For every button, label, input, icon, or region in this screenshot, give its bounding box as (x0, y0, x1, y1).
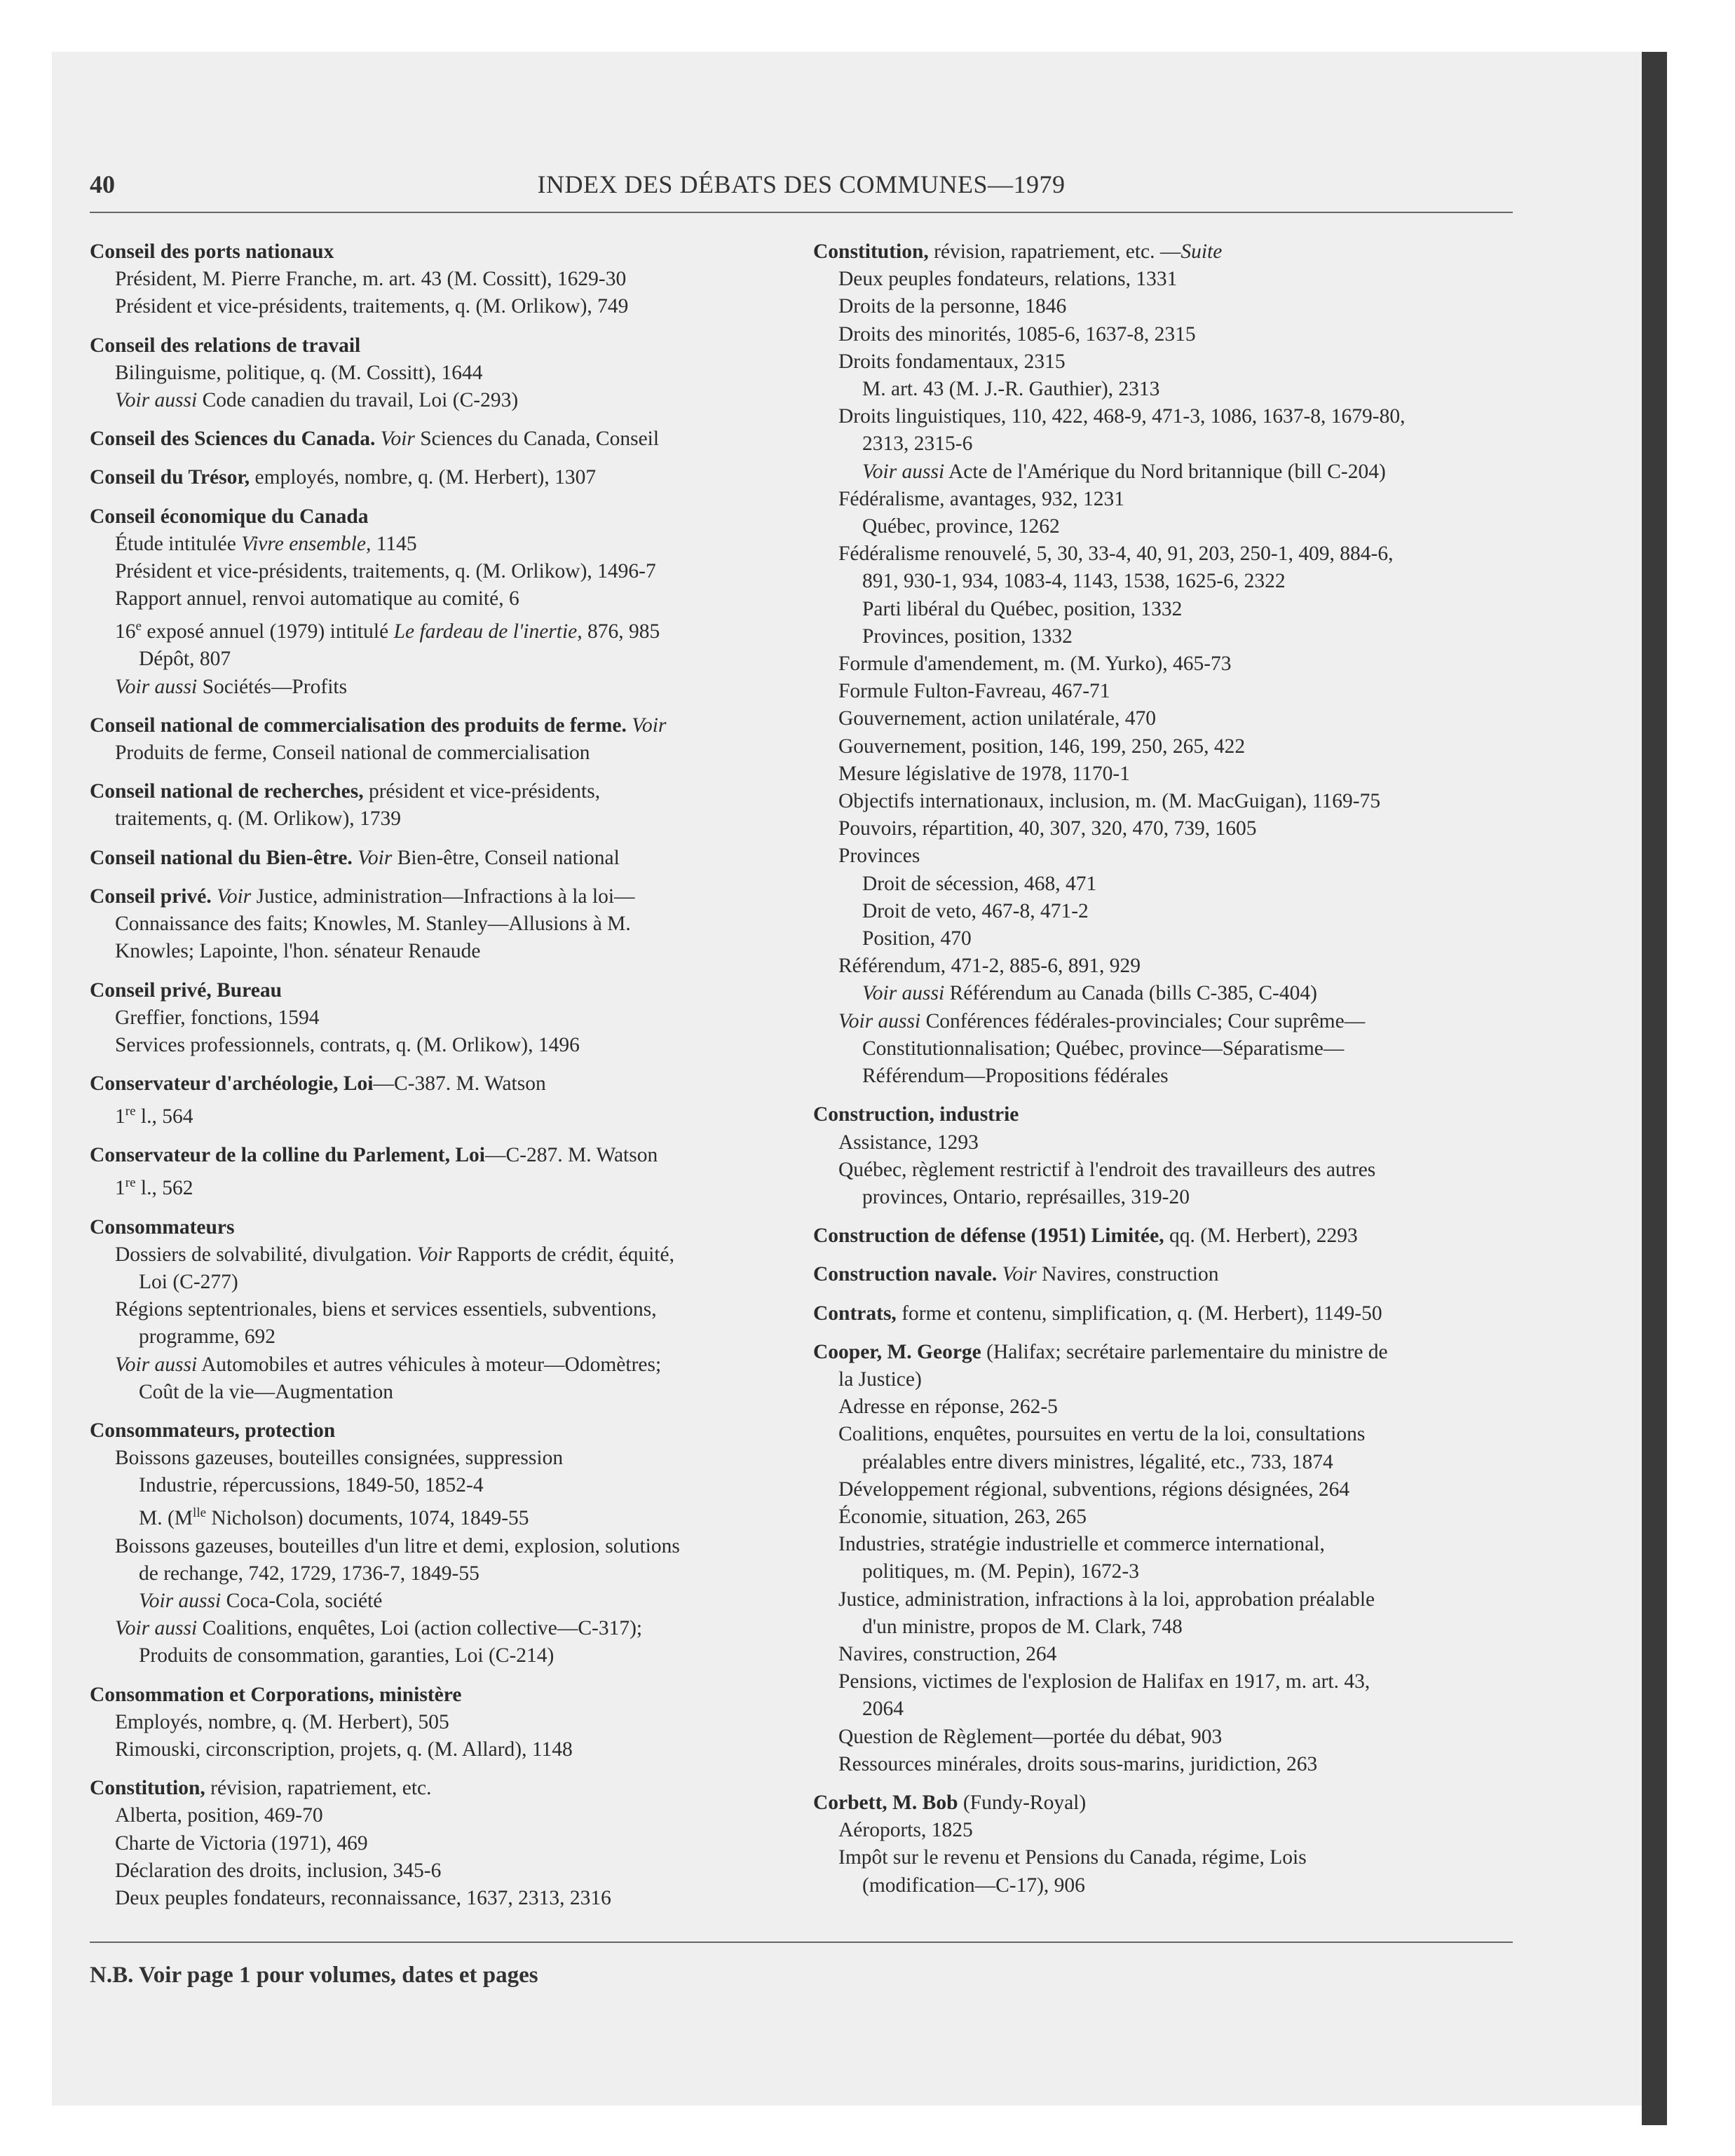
index-term: Conseil économique du Canada (90, 505, 369, 528)
index-subentry-line (90, 1379, 784, 1406)
index-text: Président et vice-présidents, traitements, q. (M. Orlikow), 749 (115, 295, 629, 318)
index-entry-heading-line (813, 1101, 1514, 1128)
index-subentry-line (813, 321, 1514, 348)
index-term: Conseil des Sciences du Canada. (90, 428, 376, 451)
index-text: Produits de ferme, Conseil national de commercialisation (115, 742, 590, 765)
cross-reference-label: Voir aussi (139, 1590, 222, 1613)
cross-reference-label: Voir (217, 885, 252, 908)
index-entry (90, 332, 784, 415)
index-entry (813, 1300, 1514, 1328)
index-entry-heading-line (813, 1339, 1514, 1366)
index-subentry-line (90, 1642, 784, 1670)
index-entry-heading-line (90, 1775, 784, 1802)
index-subentry-line (813, 953, 1514, 980)
index-text: Coût de la vie—Augmentation (139, 1380, 393, 1403)
index-entry-heading-line (90, 778, 784, 805)
index-text: Référendum—Propositions fédérales (862, 1065, 1169, 1088)
index-term: Construction, industrie (813, 1103, 1019, 1126)
index-subentry-line (813, 513, 1514, 540)
index-text: politiques, m. (M. Pepin), 1672-3 (862, 1560, 1139, 1583)
footer-rule (90, 1942, 1513, 1943)
index-entry (90, 977, 784, 1060)
index-subentry-line (90, 1445, 784, 1472)
index-text: 1re l., 562 (115, 1175, 193, 1200)
index-term: Constitution, (813, 240, 929, 263)
cross-reference-label: Voir aussi (115, 675, 198, 698)
index-subentry-line (90, 1857, 784, 1885)
index-text: Québec, province, 1262 (862, 515, 1060, 538)
index-subentry-line (813, 568, 1514, 595)
cross-reference-label: Vivre ensemble, (241, 532, 372, 555)
cross-reference-label: Voir aussi (862, 982, 945, 1005)
index-subentry-line (813, 458, 1514, 486)
index-entry (813, 1339, 1514, 1778)
index-text: la Justice) (838, 1367, 922, 1391)
index-term: Conseil national de commercialisation des produits de ferme. (90, 714, 627, 737)
index-text: Industries, stratégie industrielle et commerce international, (838, 1533, 1325, 1556)
index-entry (813, 1101, 1514, 1211)
index-subentry-line (813, 1184, 1514, 1211)
index-subentry-line (90, 1830, 784, 1857)
index-entry (90, 1775, 784, 1912)
index-subentry-line (90, 558, 784, 585)
index-text: employés, nombre, q. (M. Herbert), 1307 (250, 466, 597, 489)
scan-edge-bar (1642, 52, 1667, 2125)
index-text: Sociétés—Profits (197, 675, 348, 698)
index-term: Constitution, (90, 1777, 205, 1800)
index-subentry-line (813, 486, 1514, 513)
index-subentry-line (813, 815, 1514, 842)
index-term: Conseil national de recherches, (90, 780, 364, 803)
index-subentry-line (90, 585, 784, 613)
index-subentry-line (813, 1641, 1514, 1668)
index-entry (90, 1142, 784, 1202)
index-subentry-line (813, 1129, 1514, 1157)
index-text: programme, 692 (139, 1325, 275, 1349)
index-text: qq. (M. Herbert), 2293 (1164, 1224, 1358, 1248)
index-subentry-line (813, 980, 1514, 1007)
index-subentry-line (813, 1393, 1514, 1421)
index-text: forme et contenu, simplification, q. (M. Herbert), 1149-50 (896, 1302, 1382, 1325)
index-text: Charte de Victoria (1971), 469 (115, 1831, 368, 1855)
index-subentry-line (90, 910, 784, 938)
index-text: Formule d'amendement, m. (M. Yurko), 465-73 (838, 653, 1232, 676)
cross-reference-label: Le fardeau de l'inertie, (393, 620, 583, 643)
index-entry (813, 238, 1514, 1090)
index-term: Consommateurs (90, 1215, 235, 1239)
index-subentry-line (90, 1802, 784, 1829)
index-text: Référendum au Canada (bills C-385, C-404) (944, 982, 1317, 1005)
index-text: —C-287. M. Watson (485, 1144, 658, 1167)
cross-reference-label: Voir aussi (115, 1353, 198, 1376)
index-text: Gouvernement, action unilatérale, 470 (838, 707, 1156, 730)
index-text: président et vice-présidents, (363, 780, 601, 803)
index-entry (90, 845, 784, 872)
index-entry-heading-line (90, 883, 784, 910)
index-subentry-line (813, 733, 1514, 760)
index-text: Mesure législative de 1978, 1170-1 (838, 762, 1130, 785)
index-entry-heading-line (90, 1070, 784, 1098)
index-text: Dépôt, 807 (139, 648, 231, 671)
index-subentry-line (813, 678, 1514, 705)
index-subentry-line (90, 1709, 784, 1736)
index-text: Coalitions, enquêtes, Loi (action collective—C-317); (197, 1617, 643, 1640)
index-text: Navires, construction (1036, 1263, 1219, 1286)
index-subentry-line (813, 266, 1514, 293)
index-text: Pensions, victimes de l'explosion de Halifax en 1917, m. art. 43, (838, 1670, 1370, 1693)
index-entry-heading-line (90, 238, 784, 266)
index-text: Conférences fédérales-provinciales; Cour suprême— (920, 1009, 1366, 1032)
cross-reference-label: Voir (1002, 1263, 1037, 1286)
index-text: Justice, administration—Infractions à la loi— (251, 885, 635, 908)
index-text: 1145 (371, 532, 417, 555)
index-subentry-line (813, 1668, 1514, 1696)
index-term: Consommateurs, protection (90, 1419, 336, 1442)
index-text: Québec, règlement restrictif à l'endroit des travailleurs des autres (838, 1158, 1376, 1181)
index-subentry-line (90, 613, 784, 646)
index-text: Parti libéral du Québec, position, 1332 (862, 597, 1183, 620)
index-subentry-line (90, 674, 784, 701)
index-subentry-line (813, 1063, 1514, 1090)
index-subentry-line (813, 1844, 1514, 1871)
index-term: Construction de défense (1951) Limitée, (813, 1224, 1164, 1248)
index-subentry-line (813, 293, 1514, 320)
index-text: (Fundy-Royal) (958, 1791, 1087, 1814)
index-text: provinces, Ontario, représailles, 319-20 (862, 1185, 1190, 1208)
index-text: Objectifs internationaux, inclusion, m. (M. MacGuigan), 1169-75 (838, 790, 1381, 813)
index-text: Dossiers de solvabilité, divulgation. (115, 1243, 417, 1266)
index-text: Président et vice-présidents, traitements, q. (M. Orlikow), 1496-7 (115, 560, 656, 583)
index-entry-heading-line (90, 332, 784, 360)
index-subentry-line (813, 430, 1514, 458)
index-subentry-line (90, 1351, 784, 1379)
index-term: Conseil du Trésor, (90, 466, 250, 489)
index-subentry-line (90, 387, 784, 414)
index-text: Bilinguisme, politique, q. (M. Cossitt), 1644 (115, 361, 483, 384)
index-entry (90, 1070, 784, 1131)
index-subentry-line (90, 1323, 784, 1351)
index-text: Coca-Cola, société (221, 1590, 383, 1613)
index-text: Adresse en réponse, 262-5 (838, 1396, 1058, 1419)
index-entry-heading-line (90, 1681, 784, 1709)
index-text: révision, rapatriement, etc. — (928, 240, 1181, 263)
index-subentry-line (813, 788, 1514, 815)
index-entry (90, 712, 784, 767)
index-term: Conseil des ports nationaux (90, 240, 334, 263)
index-text: Justice, administration, infractions à la loi, approbation préalable (838, 1588, 1375, 1611)
index-text: Droits des minorités, 1085-6, 1637-8, 2315 (838, 322, 1196, 346)
index-subentry-line (813, 650, 1514, 678)
index-entry-heading-line (813, 1222, 1514, 1250)
index-text: Constitutionnalisation; Québec, province—Séparatisme— (862, 1037, 1345, 1060)
index-text: Référendum, 471-2, 885-6, 891, 929 (838, 955, 1141, 978)
cross-reference-label: Voir (358, 846, 393, 869)
index-text: Droit de veto, 467-8, 471-2 (862, 899, 1089, 922)
index-text: révision, rapatriement, etc. (205, 1777, 432, 1800)
index-text: 16e exposé annuel (1979) intitulé (115, 619, 394, 643)
index-term: Conservateur d'archéologie, Loi (90, 1072, 374, 1096)
index-text: 876, 985 (582, 620, 660, 643)
index-entry-heading-line (813, 238, 1514, 266)
index-entry-heading-line (90, 464, 784, 491)
index-entry (90, 778, 784, 833)
index-text: Code canadien du travail, Loi (C-293) (197, 389, 519, 412)
index-subentry-line (90, 938, 784, 965)
page-number: 40 (90, 170, 115, 198)
index-subentry-line (90, 1615, 784, 1642)
index-text: Boissons gazeuses, bouteilles d'un litre et demi, explosion, solutions (115, 1534, 680, 1557)
index-term: Conseil des relations de travail (90, 334, 361, 357)
index-text: Rapport annuel, renvoi automatique au comité, 6 (115, 587, 519, 610)
index-text: Services professionnels, contrats, q. (M. Orlikow), 1496 (115, 1033, 580, 1056)
index-subentry-line (90, 360, 784, 387)
index-subentry-line (90, 1560, 784, 1588)
index-subentry-line (90, 1500, 784, 1533)
index-entry-heading-line (90, 977, 784, 1004)
index-text: Aéroports, 1825 (838, 1819, 973, 1842)
index-term: Conseil privé, Bureau (90, 978, 282, 1002)
index-text: Navires, construction, 264 (838, 1642, 1057, 1665)
cross-reference-label: Voir (416, 1243, 452, 1266)
index-subentry-line (90, 1588, 784, 1615)
index-text: Greffier, fonctions, 1594 (115, 1006, 320, 1029)
cross-reference-label: Voir aussi (115, 389, 198, 412)
cross-reference-label: Suite (1181, 240, 1223, 263)
index-subentry-line (813, 1008, 1514, 1035)
index-subentry-line (90, 1533, 784, 1560)
index-text: Droits de la personne, 1846 (838, 295, 1067, 318)
index-text: Knowles; Lapointe, l'hon. sénateur Renaude (115, 940, 481, 963)
index-text: Loi (C-277) (139, 1270, 238, 1293)
index-text: Rimouski, circonscription, projets, q. (M. Allard), 1148 (115, 1738, 573, 1761)
index-text: Gouvernement, position, 146, 199, 250, 265, 422 (838, 735, 1246, 758)
index-text: Sciences du Canada, Conseil (414, 428, 660, 451)
index-subentry-line (813, 1503, 1514, 1531)
index-text: Deux peuples fondateurs, relations, 1331 (838, 268, 1178, 291)
index-subentry-line (90, 1170, 784, 1203)
index-subentry-line (813, 376, 1514, 403)
index-subentry-line (90, 1736, 784, 1763)
index-subentry-line (813, 871, 1514, 898)
index-subentry-line (90, 531, 784, 558)
index-term: Cooper, M. George (813, 1340, 981, 1363)
index-text: Droit de sécession, 468, 471 (862, 872, 1097, 895)
index-text: Provinces (838, 845, 920, 868)
index-entry (813, 1789, 1514, 1899)
index-text: Président, M. Pierre Franche, m. art. 43 (M. Cossitt), 1629-30 (115, 268, 627, 291)
cross-reference-label: Voir aussi (838, 1009, 921, 1032)
index-term: Corbett, M. Bob (813, 1791, 958, 1814)
index-text: —C-387. M. Watson (373, 1072, 546, 1096)
index-entry-heading-line (90, 425, 784, 453)
index-text: Développement régional, subventions, régions désignées, 264 (838, 1478, 1350, 1501)
page-header (90, 170, 1513, 213)
page-title: INDEX DES DÉBATS DES COMMUNES—1979 (537, 170, 1066, 198)
index-subentry-line (813, 348, 1514, 376)
index-text: traitements, q. (M. Orlikow), 1739 (115, 807, 402, 831)
index-column-right (813, 238, 1514, 1911)
index-text: Droits linguistiques, 110, 422, 468-9, 471-3, 1086, 1637-8, 1679-80, (838, 405, 1406, 428)
index-subentry-line (813, 540, 1514, 568)
index-entry-heading-line (90, 503, 784, 531)
index-subentry-line (813, 1531, 1514, 1558)
index-text: Deux peuples fondateurs, reconnaissance, 1637, 2313, 2316 (115, 1887, 611, 1910)
index-subentry-line (90, 1098, 784, 1131)
index-entry-heading-line (813, 1789, 1514, 1817)
cross-reference-label: Voir (380, 428, 415, 451)
index-text: (modification—C-17), 906 (862, 1874, 1085, 1897)
index-term: Consommation et Corporations, ministère (90, 1683, 462, 1706)
cross-reference-label: Voir aussi (862, 460, 945, 483)
index-text: Ressources minérales, droits sous-marins, juridiction, 263 (838, 1752, 1318, 1775)
index-text: (Halifax; secrétaire parlementaire du ministre de (981, 1340, 1388, 1363)
index-subentry-line (813, 925, 1514, 953)
index-subentry-line (813, 1751, 1514, 1778)
index-text: M. ($M^{lle}$ Nicholson) documents, 1074, 1849-55 (139, 1506, 529, 1530)
index-subentry-line (90, 266, 784, 293)
index-subentry-line (813, 596, 1514, 623)
index-text (997, 1263, 1002, 1285)
index-subentry-line (90, 1032, 784, 1059)
index-text: Rapports de crédit, équité, (451, 1243, 675, 1266)
index-subentry-line (90, 293, 784, 320)
index-entry (90, 1214, 784, 1406)
index-text: Régions septentrionales, biens et services essentiels, subventions, (115, 1298, 657, 1321)
index-text: Industrie, répercussions, 1849-50, 1852-4 (139, 1474, 484, 1497)
index-text: 891, 930-1, 934, 1083-4, 1143, 1538, 1625-6, 2322 (862, 570, 1286, 593)
index-text: Automobiles et autres véhicules à moteur—Odomètres; (197, 1353, 662, 1376)
index-subentry-line (813, 1421, 1514, 1448)
index-text: Fédéralisme, avantages, 932, 1231 (838, 487, 1124, 510)
index-text: 2313, 2315-6 (862, 432, 973, 456)
index-subentry-line (90, 739, 784, 767)
index-text (212, 885, 217, 908)
index-text: Connaissance des faits; Knowles, M. Stanley—Allusions à M. (115, 913, 631, 936)
index-text: Employés, nombre, q. (M. Herbert), 505 (115, 1710, 449, 1733)
index-entry (813, 1222, 1514, 1250)
index-subentry-line (90, 1885, 784, 1912)
index-subentry-line (813, 842, 1514, 870)
index-term: Conservateur de la colline du Parlement, Loi (90, 1144, 486, 1167)
index-text: Question de Règlement—portée du débat, 903 (838, 1725, 1223, 1748)
index-entry-heading-line (90, 1142, 784, 1169)
index-entry (90, 425, 784, 453)
index-subentry-line (813, 1817, 1514, 1844)
index-subentry-line (813, 1476, 1514, 1503)
index-text: 2064 (862, 1698, 904, 1721)
index-subentry-line (813, 760, 1514, 788)
index-subentry-line (90, 1296, 784, 1323)
index-entry-heading-line (813, 1261, 1514, 1288)
index-entry (90, 883, 784, 966)
index-subentry-line (813, 1157, 1514, 1184)
index-subentry-line (90, 1004, 784, 1032)
index-text: Fédéralisme renouvelé, 5, 30, 33-4, 40, 91, 203, 250-1, 409, 884-6, (838, 543, 1394, 566)
index-entry-heading-line (813, 1300, 1514, 1328)
index-entry (813, 1261, 1514, 1288)
index-text: M. art. 43 (M. J.-R. Gauthier), 2313 (862, 378, 1160, 401)
index-subentry-line (813, 1872, 1514, 1899)
index-text: Coalitions, enquêtes, poursuites en vertu de la loi, consultations (838, 1423, 1366, 1446)
index-term: Conseil national du Bien-être. (90, 846, 353, 869)
index-text: Produits de consommation, garanties, Loi (C-214) (139, 1644, 554, 1667)
index-text: Droits fondamentaux, 2315 (838, 350, 1066, 373)
index-subentry-line (90, 1472, 784, 1499)
index-text: Assistance, 1293 (838, 1131, 979, 1154)
index-subentry-line (813, 623, 1514, 650)
index-entry-heading-line (90, 845, 784, 872)
index-subentry-line (90, 805, 784, 833)
index-subentry-line (813, 1586, 1514, 1613)
index-subentry-line (813, 705, 1514, 732)
index-column-left (90, 238, 784, 1923)
index-entry (90, 464, 784, 491)
footer-note: N.B. Voir page 1 pour volumes, dates et pages (90, 1963, 538, 1988)
index-entry (90, 1681, 784, 1764)
index-term: Contrats, (813, 1302, 897, 1325)
index-subentry-line (813, 898, 1514, 925)
index-subentry-line (90, 646, 784, 673)
index-subentry-line (813, 1558, 1514, 1585)
index-subentry-line (813, 1724, 1514, 1751)
cross-reference-label: Voir aussi (115, 1617, 198, 1640)
index-text: Formule Fulton-Favreau, 467-71 (838, 680, 1110, 703)
index-subentry-line (813, 1035, 1514, 1063)
index-entry-heading-line (90, 712, 784, 739)
index-text: 1re l., 564 (115, 1104, 193, 1128)
index-text: Économie, situation, 263, 265 (838, 1505, 1087, 1528)
index-text (375, 428, 380, 450)
index-entry (90, 238, 784, 321)
index-entry (90, 503, 784, 701)
index-text: Provinces, position, 1332 (862, 625, 1073, 648)
index-subentry-line (813, 403, 1514, 430)
index-text: de rechange, 742, 1729, 1736-7, 1849-55 (139, 1562, 479, 1585)
index-text: Étude intitulée (115, 532, 242, 555)
index-text: Acte de l'Amérique du Nord britannique (bill C-204) (944, 460, 1386, 483)
index-text: Pouvoirs, répartition, 40, 307, 320, 470, 739, 1605 (838, 817, 1257, 840)
index-subentry-line (813, 1696, 1514, 1723)
index-text: Position, 470 (862, 927, 972, 950)
cross-reference-label: Voir (632, 714, 667, 737)
index-subentry-line (813, 1613, 1514, 1641)
index-entry-heading-line (90, 1417, 784, 1445)
index-entry (90, 1417, 784, 1670)
index-subentry-line (90, 1241, 784, 1269)
index-term: Construction navale. (813, 1263, 998, 1286)
index-entry-heading-line (90, 1214, 784, 1241)
index-subentry-line (813, 1449, 1514, 1476)
index-subentry-line (813, 1366, 1514, 1393)
index-text: d'un ministre, propos de M. Clark, 748 (862, 1615, 1183, 1638)
index-text: Déclaration des droits, inclusion, 345-6 (115, 1859, 442, 1882)
index-text: Boissons gazeuses, bouteilles consignées, suppression (115, 1447, 564, 1470)
index-text: Bien-être, Conseil national (392, 846, 620, 869)
index-text: Alberta, position, 469-70 (115, 1804, 323, 1827)
index-term: Conseil privé. (90, 885, 212, 908)
index-text: préalables entre divers ministres, légalité, etc., 733, 1874 (862, 1450, 1333, 1473)
index-subentry-line (90, 1269, 784, 1296)
index-text: Impôt sur le revenu et Pensions du Canada, régime, Lois (838, 1846, 1307, 1869)
